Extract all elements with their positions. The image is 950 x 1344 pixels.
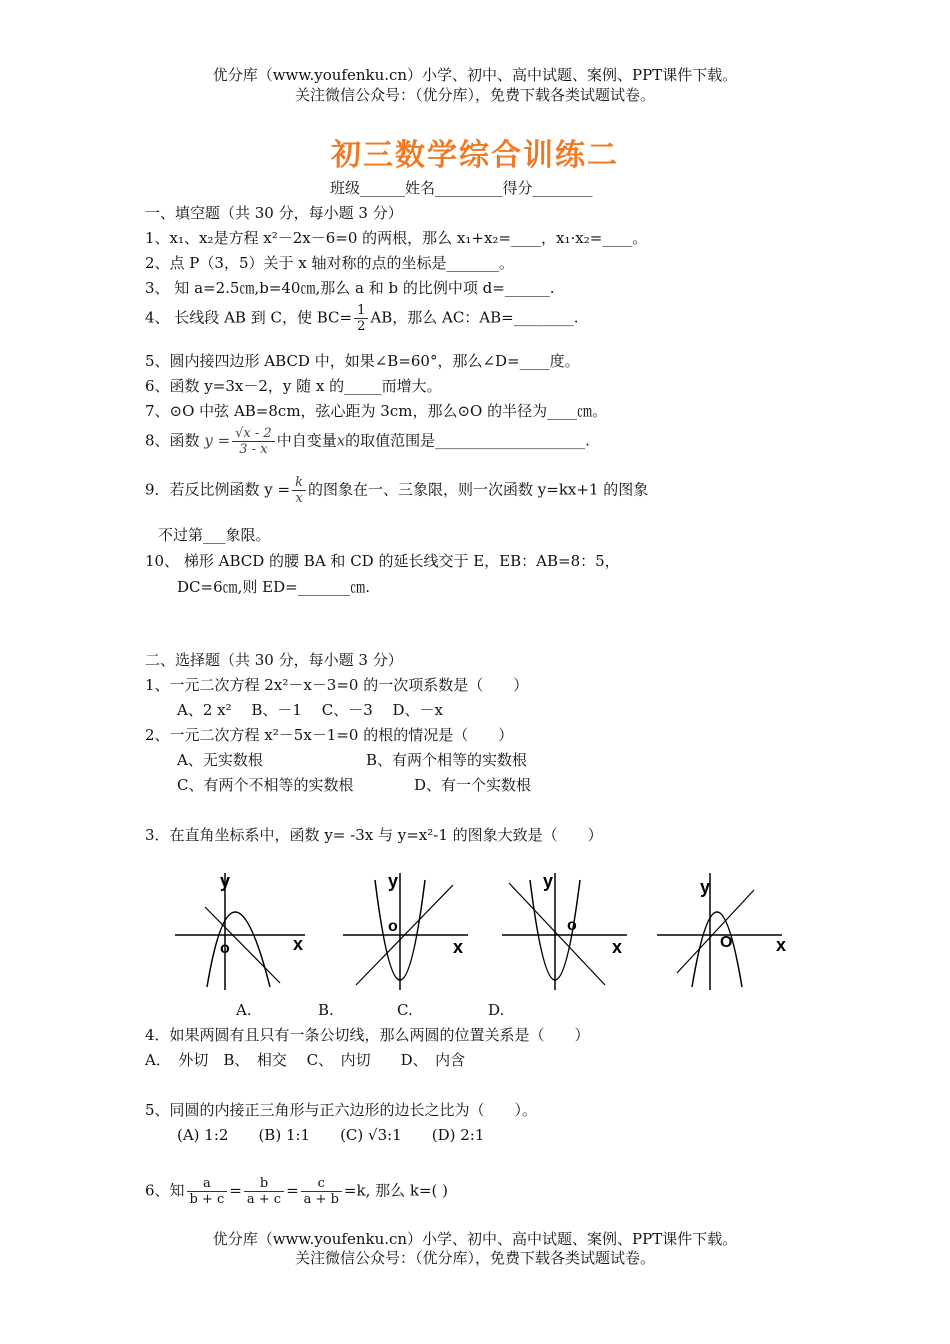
q4-prefix: 4、 长线段 AB 到 C，使 BC= (145, 308, 353, 327)
question-1-1: 1、x₁、x₂是方程 x²－2x－6=0 的两根，那么 x₁+x₂=____，x₁·x₂=____。 (145, 229, 648, 247)
q4-denominator: 2 (357, 319, 366, 334)
question-1-6: 6、函数 y=3x－2，y 随 x 的_____而增大。 (145, 377, 442, 395)
question-1-9-line2: 不过第___象限。 (158, 526, 271, 544)
graph-option-d (652, 865, 802, 995)
graph-option-c (497, 865, 647, 995)
q8-fraction (232, 426, 275, 457)
graph-d-line (677, 890, 754, 973)
question-1-9 (145, 475, 648, 506)
q8-x: x (336, 431, 346, 450)
graph-option-a (170, 865, 320, 995)
q6-fraction-3 (301, 1176, 342, 1207)
graph-d-x-label: x (776, 935, 787, 955)
question-1-7: 7、⊙O 中弦 AB=8cm，弦心距为 3cm，那么⊙O 的半径为____㎝。 (145, 402, 608, 420)
graph-option-b (338, 865, 488, 995)
q6-equals-1: = (229, 1181, 242, 1200)
question-1-2: 2、点 P（3，5）关于 x 轴对称的点的坐标是_______。 (145, 254, 514, 272)
q6-fraction-2 (244, 1176, 284, 1207)
question-2-3-label-c: C. (397, 1001, 413, 1019)
q8-numerator: √x - 2 (232, 426, 275, 442)
question-2-3: 3．在直角坐标系中，函数 y= -3x 与 y=x²-1 的图象大致是（ ） (145, 826, 603, 844)
page-title: 初三数学综合训练二 (331, 138, 619, 173)
graph-c-line (509, 883, 605, 985)
question-1-4 (145, 303, 579, 334)
question-2-4: 4．如果两圆有且只有一条公切线，那么两圆的位置关系是（ ） (145, 1026, 590, 1044)
graph-a-origin-label: o (220, 940, 230, 957)
q9-prefix: 9．若反比例函数 y = (145, 480, 291, 499)
student-info-line: 班级______姓名_________得分________ (330, 179, 593, 197)
question-1-10-line2: DC=6㎝,则 ED=_______㎝. (177, 578, 370, 596)
graph-a-parabola (207, 912, 270, 987)
q9-denominator: x (295, 491, 303, 506)
q8-prefix: 8、函数 (145, 431, 200, 450)
q6-denominator-1: b + c (189, 1192, 225, 1207)
question-2-2: 2、一元二次方程 x²－5x－1=0 的根的情况是（ ） (145, 726, 514, 744)
graph-a-y-label: y (220, 871, 231, 891)
question-2-3-label-d: D. (488, 1001, 505, 1019)
question-2-2-option-a: A、无实数根 (177, 751, 263, 769)
graph-d-y-label: y (700, 877, 711, 897)
question-1-10: 10、 梯形 ABCD 的腰 BA 和 CD 的延长线交于 E，EB：AB=8：5， (145, 552, 620, 570)
graph-c-x-label: x (612, 937, 623, 957)
question-2-3-label-a: A. (236, 1001, 252, 1019)
question-1-5: 5、圆内接四边形 ABCD 中，如果∠B=60°，那么∠D=____度。 (145, 352, 580, 370)
footer-line-2: 关注微信公众号：（优分库），免费下载各类试题试卷。 (294, 1249, 655, 1267)
q6-prefix: 6、知 (145, 1181, 185, 1200)
q6-numerator-3: c (301, 1176, 342, 1192)
q4-numerator: 1 (354, 303, 368, 319)
question-2-6 (145, 1176, 448, 1207)
q8-denominator: 3 - x (239, 442, 268, 457)
question-2-5: 5、同圆的内接正三角形与正六边形的边长之比为（ ）。 (145, 1101, 538, 1119)
question-2-1: 1、一元二次方程 2x²－x－3=0 的一次项系数是（ ） (145, 676, 529, 694)
q4-fraction (354, 303, 368, 334)
q6-denominator-2: a + c (246, 1192, 282, 1207)
q6-equals-2: = (286, 1181, 299, 1200)
question-2-4-options: A． 外切 B、 相交 C、 内切 D、 内含 (145, 1051, 466, 1069)
q8-y: y = (204, 431, 231, 450)
graph-b-origin-label: o (388, 918, 398, 935)
graph-c-origin-label: o (567, 917, 577, 934)
question-2-1-options: A、2 x² B、－1 C、－3 D、－x (177, 701, 443, 719)
graph-d-origin-label: O (720, 934, 733, 951)
q9-fraction (292, 475, 306, 506)
header-line-1: 优分库（www.youfenku.cn）小学、初中、高中试题、案例、PPT课件下载。 (212, 66, 738, 84)
q6-numerator-1: a (187, 1176, 228, 1192)
q6-denominator-3: a + b (303, 1192, 339, 1207)
q6-suffix: =k, 那么 k=( ) (343, 1181, 448, 1200)
graph-b-y-label: y (388, 871, 399, 891)
question-2-5-options: (A) 1:2 (B) 1:1 (C) √3:1 (D) 2:1 (177, 1126, 485, 1144)
section2-heading: 二、选择题（共 30 分，每小题 3 分） (145, 651, 403, 669)
q8-suffix: 的取值范围是____________________. (345, 431, 590, 450)
graph-b-x-label: x (453, 937, 464, 957)
q9-suffix: 的图象在一、三象限，则一次函数 y=kx+1 的图象 (308, 480, 649, 499)
header-line-2: 关注微信公众号：（优分库），免费下载各类试题试卷。 (294, 86, 655, 104)
graph-a-x-label: x (293, 934, 304, 954)
question-2-2-option-b: B、有两个相等的实数根 (366, 751, 528, 769)
graph-c-y-label: y (543, 871, 554, 891)
question-2-3-label-b: B. (318, 1001, 334, 1019)
question-2-2-option-c: C、有两个不相等的实数根 (177, 776, 354, 794)
question-2-2-option-d: D、有一个实数根 (414, 776, 532, 794)
q4-suffix: AB，那么 AC：AB=________. (370, 308, 579, 327)
q9-numerator: k (292, 475, 306, 491)
q8-middle: 中自变量 (276, 431, 337, 450)
question-1-8 (145, 426, 590, 457)
section1-heading: 一、填空题（共 30 分，每小题 3 分） (145, 204, 403, 222)
footer-line-1: 优分库（www.youfenku.cn）小学、初中、高中试题、案例、PPT课件下载。 (212, 1230, 738, 1248)
q6-numerator-2: b (244, 1176, 284, 1192)
question-1-3: 3、 知 a=2.5㎝,b=40㎝,那么 a 和 b 的比例中项 d=______. (145, 279, 555, 297)
q6-fraction-1 (187, 1176, 228, 1207)
